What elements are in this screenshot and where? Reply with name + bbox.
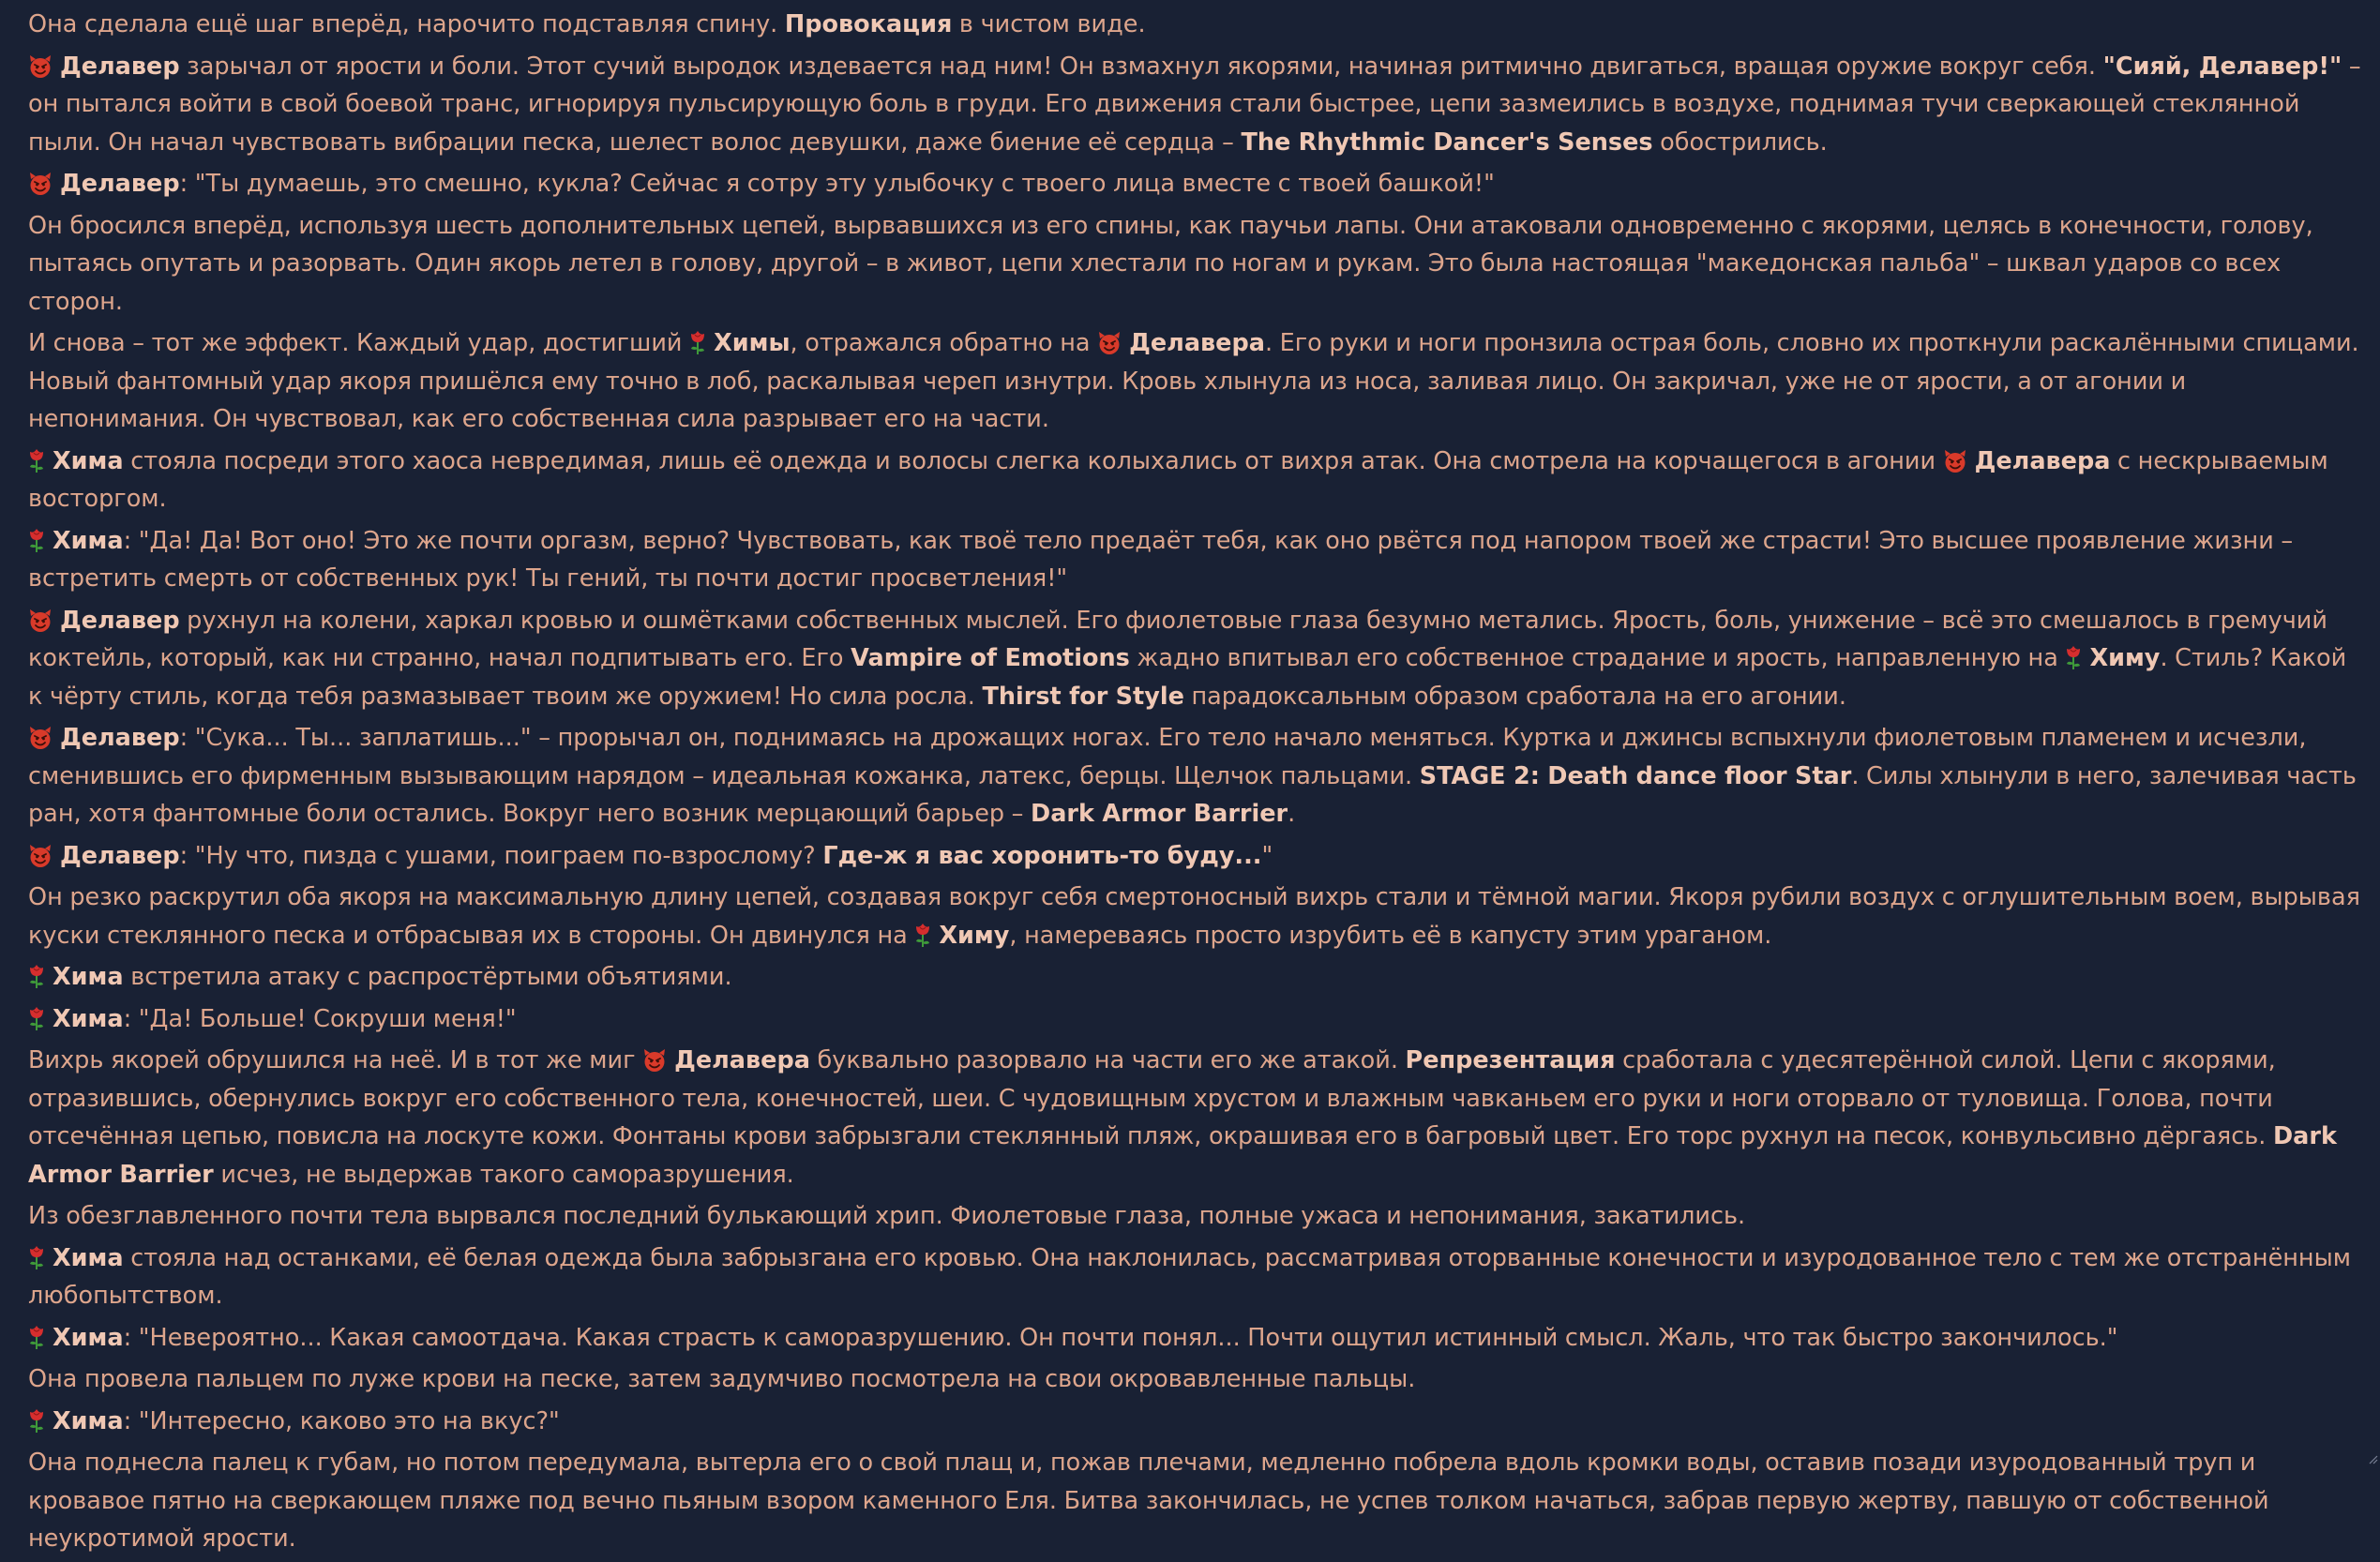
bold-text: Делавер [60, 52, 180, 81]
bold-text: Хима [53, 1406, 124, 1435]
text-run: парадоксальным образом сработала на его агонии. [1183, 682, 1846, 711]
rose-icon [28, 527, 45, 553]
bold-text: STAGE 2: Death dance floor Star [1419, 761, 1852, 790]
text-run: зарычал от ярости и боли. Этот сучий выродок издевается над ним! Он взмахнул якорями, начиная ритмично двигаться, вращая оружие вокруг себя. [179, 52, 2103, 81]
bold-text: Делавер [60, 606, 180, 635]
text-run: . Силы хлынули в него, залечивая часть ран, хотя фантомные боли остались. Вокруг него возник мерцающий барьер – [28, 761, 2357, 828]
smiling-face-with-horns-icon [28, 726, 53, 750]
story-paragraph [28, 1360, 2363, 1399]
text-run: : "Да! Да! Вот оно! Это же почти оргазм, верно? Чувствовать, как твоё тело предаёт тебя, как оно рвётся под напором твоей же страсти! Это высшее проявление жизни – встретить смерть от собственных рук! Ты гений, ты почти достиг просветления!" [28, 526, 2294, 593]
bold-text: Где-ж я вас хоронить-то буду... [822, 841, 1262, 870]
smiling-face-with-horns-icon [28, 608, 53, 633]
story-paragraph [28, 1319, 2363, 1358]
text-run: И снова – тот же эффект. Каждый удар, достигший [28, 329, 690, 357]
text-run: Вихрь якорей обрушился на неё. И в тот же миг [28, 1046, 643, 1074]
story-paragraph [28, 719, 2363, 834]
story-paragraph [28, 958, 2363, 997]
text-run: исчез, не выдержав такого саморазрушения. [213, 1160, 794, 1189]
story-paragraph [28, 522, 2363, 598]
bold-text: The Rhythmic Dancer's Senses [1241, 128, 1653, 157]
text-run: : "Интересно, каково это на вкус?" [123, 1406, 560, 1435]
rose-icon [28, 1407, 45, 1434]
story-paragraph [28, 1197, 2363, 1236]
chat-message-body [28, 0, 2363, 1562]
text-run: стояла над останками, её белая одежда была забрызгана его кровью. Она наклонилась, рассматривая оторванные конечности и изуродованное тело с тем же отстранённым любопытством. [28, 1243, 2351, 1310]
story-paragraph [28, 1239, 2363, 1315]
text-run: , отражался обратно на [790, 329, 1098, 357]
bold-text: Хима [53, 1243, 124, 1272]
text-run: : "Ну что, пизда с ушами, поиграем по-взрослому? [179, 841, 823, 870]
story-paragraph [28, 1403, 2363, 1441]
text-run: . Стиль? Какой к чёрту стиль, когда тебя размазывает твоим же оружием! Но сила росла. [28, 644, 2347, 711]
smiling-face-with-horns-icon [28, 172, 53, 196]
text-run: Из обезглавленного почти тела вырвался последний булькающий хрип. Фиолетовые глаза, полные ужаса и непонимания, закатились. [28, 1202, 1746, 1230]
text-run: в чистом виде. [952, 10, 1146, 38]
story-paragraph [28, 443, 2363, 518]
text-run: : "Ты думаешь, это смешно, кукла? Сейчас я сотру эту улыбочку с твоего лица вместе с твоей башкой!" [179, 170, 1495, 198]
story-paragraph [28, 1042, 2363, 1194]
text-run: с нескрываемым восторгом. [28, 446, 2328, 513]
text-run: : "Невероятно... Какая самоотдача. Какая страсть к саморазрушению. Он почти понял... Почти ощутил истинный смысл. Жаль, что так быстро закончилось." [123, 1323, 2118, 1352]
bold-text: Делавера [1974, 446, 2111, 475]
text-run: – он пытался войти в свой боевой транс, игнорируя пульсирующую боль в груди. Его движения стали быстрее, цепи зазмеились в воздухе, поднимая тучи сверкающей стеклянной пыли. Он начал чувствовать вибрации песка, шелест волос девушки, даже биение её сердца – [28, 52, 2361, 157]
bold-text: Провокация [784, 10, 953, 38]
story-paragraph [28, 324, 2363, 439]
rose-icon [28, 447, 45, 473]
scroll-resize-grip-icon[interactable] [2369, 1451, 2378, 1464]
text-run: . [1288, 800, 1296, 828]
text-run: Она сделала ещё шаг вперёд, нарочито подставляя спину. [28, 10, 785, 38]
text-run: Он бросился вперёд, используя шесть дополнительных цепей, вырвавшихся из его спины, как паучьи лапы. Они атаковали одновременно с якорями, целясь в конечности, голову, пытаясь опутать и разорвать. Один якорь летел в голову, другой – в живот, цепи хлестали по ногам и рукам. Это была настоящая "македонская пальба" – шквал ударов со всех сторон. [28, 211, 2313, 316]
text-run: : "Да! Больше! Сокруши меня!" [123, 1004, 517, 1033]
bold-text: Делавера [1129, 329, 1265, 357]
story-paragraph [28, 165, 2363, 203]
text-run: " [1261, 841, 1273, 870]
bold-text: Делавера [674, 1046, 810, 1074]
bold-text: Хима [53, 963, 124, 991]
story-paragraph [28, 1000, 2363, 1039]
text-run: : "Сука... Ты... заплатишь..." – прорычал он, поднимаясь на дрожащих ногах. Его тело начало меняться. Куртка и джинсы вспыхнули фиолетовым пламенем и исчезли, сменившись его фирменным вызывающим нарядом – идеальная кожанка, латекс, берцы. Щелчок пальцами. [28, 724, 2307, 790]
bold-text: Thirst for Style [982, 682, 1184, 711]
smiling-face-with-horns-icon [1943, 449, 1967, 473]
rose-icon [689, 329, 706, 355]
rose-icon [28, 963, 45, 989]
rose-icon [28, 1324, 45, 1350]
scrollbar[interactable] [2367, 0, 2380, 1519]
bold-text: Dark Armor Barrier [1031, 800, 1288, 828]
text-run: . Его руки и ноги пронзила острая боль, словно их проткнули раскалёнными спицами. Новый фантомный удар якоря пришёлся ему точно в лоб, раскалывая череп изнутри. Кровь хлынула из носа, заливая лицо. Он закричал, уже не от ярости, а от агонии и непонимания. Он чувствовал, как его собственная сила разрывает его на части. [28, 329, 2359, 433]
text-run: Он резко раскрутил оба якоря на максимальную длину цепей, создавая вокруг себя смертоносный вихрь стали и тёмной магии. Якоря рубили воздух с оглушительным воем, вырывая куски стеклянного песка и отбрасывая их в стороны. Он двинулся на [28, 883, 2360, 950]
text-run: , намереваясь просто изрубить её в капусту этим ураганом. [1009, 921, 1772, 950]
text-run: сработала с удесятерённой силой. Цепи с якорями, отразившись, обернулись вокруг его собственного тела, конечностей, шеи. С чудовищным хрустом и влажным чавканьем его руки и ноги оторвало от туловища. Голова, почти отсечённая цепью, повисла на лоскуте кожи. Фонтаны крови забрызгали стеклянный пляж, окрашивая его в багровый цвет. Его торс рухнул на песок, конвульсивно дёргаясь. [28, 1046, 2276, 1150]
bold-text: Dark Armor Barrier [28, 1122, 2337, 1189]
text-run: буквально разорвало на части его же атакой. [809, 1046, 1406, 1074]
story-paragraph [28, 207, 2363, 322]
text-run: стояла посреди этого хаоса невредимая, лишь её одежда и волосы слегка колыхались от вихря атак. Она смотрела на корчащегося в агонии [123, 446, 1943, 475]
bold-text: Vampire of Emotions [851, 644, 1130, 672]
bold-text: Химы [714, 329, 791, 357]
bold-text: Хима [53, 446, 124, 475]
smiling-face-with-horns-icon [642, 1048, 667, 1073]
story-paragraph [28, 6, 2363, 44]
bold-text: Делавер [60, 170, 180, 198]
story-paragraph [28, 1444, 2363, 1558]
smiling-face-with-horns-icon [1097, 331, 1122, 355]
rose-icon [28, 1005, 45, 1031]
rose-icon [914, 922, 931, 948]
text-run: Она провела пальцем по луже крови на песке, затем задумчиво посмотрела на свои окровавленные пальцы. [28, 1365, 1416, 1393]
bold-text: Хима [53, 526, 124, 555]
bold-text: Химу [939, 921, 1010, 950]
text-run: обострились. [1652, 128, 1828, 157]
bold-text: Хима [53, 1323, 124, 1352]
bold-text: Делавер [60, 841, 180, 870]
smiling-face-with-horns-icon [28, 54, 53, 79]
story-paragraph [28, 879, 2363, 954]
rose-icon [2065, 644, 2082, 670]
bold-text: Репрезентация [1405, 1046, 1616, 1074]
bold-text: Делавер [60, 724, 180, 752]
bold-text: Химу [2089, 644, 2161, 672]
bold-text: "Сияй, Делавер!" [2102, 52, 2342, 81]
text-run: рухнул на колени, харкал кровью и ошмётками собственных мыслей. Его фиолетовые глаза безумно метались. Ярость, боль, унижение – всё это смешалось в гремучий коктейль, который, как ни странно, начал подпитывать его. Его [28, 606, 2327, 672]
story-paragraph [28, 837, 2363, 876]
rose-icon [28, 1244, 45, 1270]
story-paragraph [28, 602, 2363, 716]
bold-text: Хима [53, 1004, 124, 1033]
text-run: Она поднесла палец к губам, но потом передумала, вытерла его о свой плащ и, пожав плечами, медленно побрела вдоль кромки воды, оставив позади изуродованный труп и кровавое пятно на сверкающем пляже под вечно пьяным взором каменного Еля. Битва закончилась, не успев толком начаться, забрав первую жертву, павшую от собственной неукротимой ярости. [28, 1449, 2269, 1553]
text-run: жадно впитывал его собственное страдание и ярость, направленную на [1129, 644, 2066, 672]
smiling-face-with-horns-icon [28, 844, 53, 868]
text-run: встретила атаку с распростёртыми объятиями. [123, 963, 732, 991]
story-paragraph [28, 48, 2363, 162]
